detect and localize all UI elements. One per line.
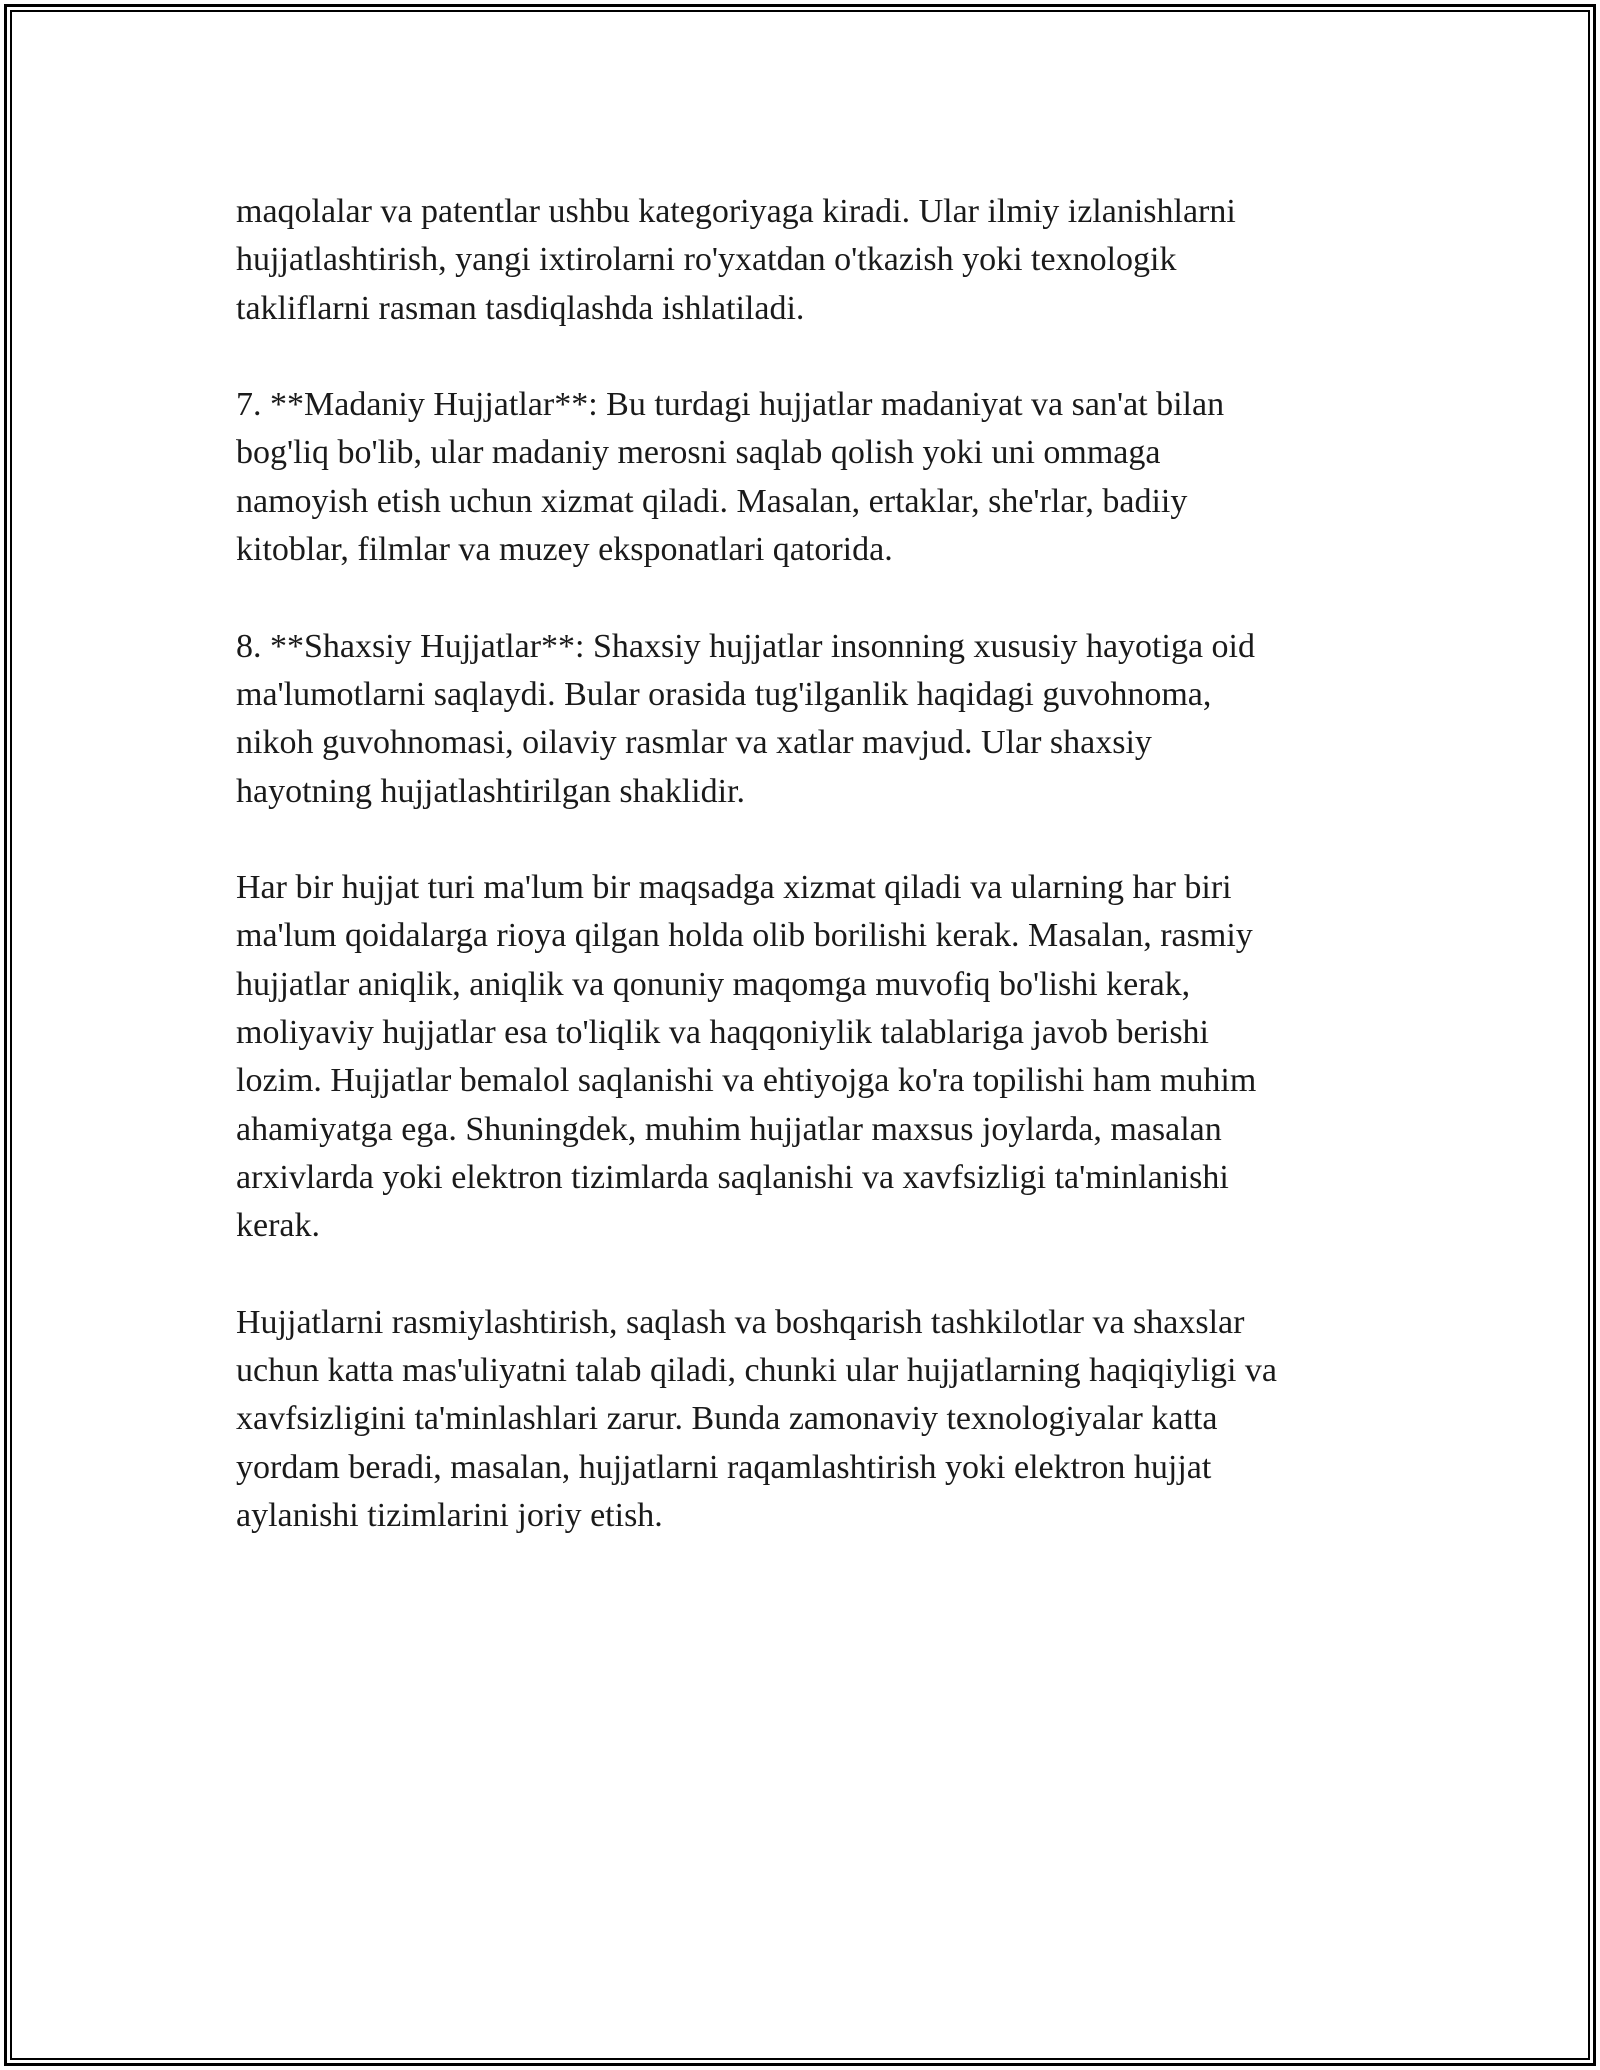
text-line: takliflarni rasman tasdiqlashda ishlatiladi. (236, 289, 805, 327)
text-line: Hujjatlarni rasmiylashtirish, saqlash va boshqarish tashkilotlar va shaxslar (236, 1303, 1245, 1341)
text-line: ma'lumotlarni saqlaydi. Bular orasida tug'ilganlik haqidagi guvohnoma, (236, 675, 1212, 713)
paragraph-document-purposes (236, 864, 1376, 1250)
paragraph-cultural-documents (236, 381, 1376, 574)
text-line: maqolalar va patentlar ushbu kategoriyaga kiradi. Ular ilmiy izlanishlarni (236, 193, 1236, 230)
text-line: hujjatlashtirish, yangi ixtirolarni ro'yxatdan o'tkazish yoki texnologik (236, 241, 1177, 279)
text-line: kerak. (236, 1207, 321, 1245)
text-line: lozim. Hujjatlar bemalol saqlanishi va ehtiyojga ko'ra topilishi ham muhim (236, 1062, 1257, 1100)
text-line: 8. **Shaxsiy Hujjatlar**: Shaxsiy hujjatlar insonning xususiy hayotiga oid (236, 627, 1255, 665)
text-line: arxivlarda yoki elektron tizimlarda saqlanishi va xavfsizligi ta'minlanishi (236, 1158, 1229, 1196)
paragraph-patents-continuation (236, 188, 1376, 333)
text-line: hujjatlar aniqlik, aniqlik va qonuniy maqomga muvofiq bo'lishi kerak, (236, 965, 1191, 1003)
document-body (236, 188, 1376, 1589)
text-line: aylanishi tizimlarini joriy etish. (236, 1497, 663, 1535)
text-line: uchun katta mas'uliyatni talab qiladi, chunki ular hujjatlarning haqiqiyligi va (236, 1352, 1277, 1390)
text-line: hayotning hujjatlashtirilgan shaklidir. (236, 772, 745, 810)
text-line: Har bir hujjat turi ma'lum bir maqsadga xizmat qiladi va ularning har biri (236, 869, 1232, 907)
text-line: ma'lum qoidalarga rioya qilgan holda olib borilishi kerak. Masalan, rasmiy (236, 917, 1253, 955)
text-line: ahamiyatga ega. Shuningdek, muhim hujjatlar maxsus joylarda, masalan (236, 1110, 1222, 1148)
text-line: xavfsizligini ta'minlashlari zarur. Bunda zamonaviy texnologiyalar katta (236, 1400, 1218, 1438)
text-line: kitoblar, filmlar va muzey eksponatlari qatorida. (236, 531, 893, 569)
text-line: moliyaviy hujjatlar esa to'liqlik va haqqoniylik talablariga javob berishi (236, 1014, 1210, 1052)
text-line: nikoh guvohnomasi, oilaviy rasmlar va xatlar mavjud. Ular shaxsiy (236, 724, 1152, 762)
text-line: 7. **Madaniy Hujjatlar**: Bu turdagi hujjatlar madaniyat va san'at bilan (236, 386, 1225, 424)
text-line: namoyish etish uchun xizmat qiladi. Masalan, ertaklar, she'rlar, badiiy (236, 482, 1188, 520)
text-line: bog'liq bo'lib, ular madaniy merosni saqlab qolish yoki uni ommaga (236, 434, 1161, 472)
paragraph-personal-documents (236, 623, 1376, 816)
text-line: yordam beradi, masalan, hujjatlarni raqamlashtirish yoki elektron hujjat (236, 1448, 1212, 1486)
paragraph-document-management (236, 1299, 1376, 1540)
